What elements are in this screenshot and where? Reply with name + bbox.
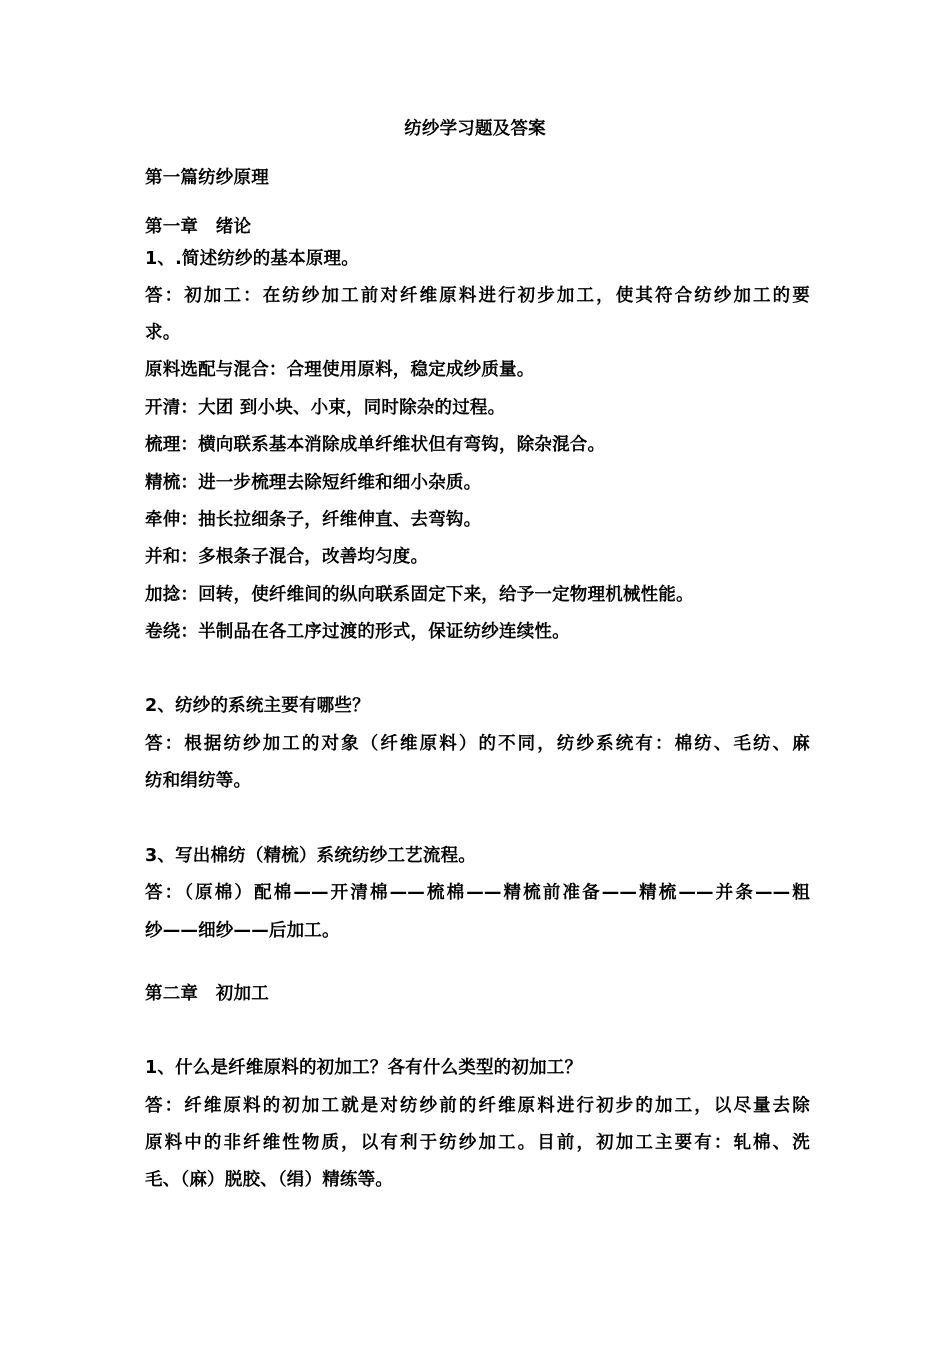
ch1-q1-answer-item: 并和：多根条子混合，改善均匀度。 — [145, 547, 429, 567]
ch2-q1-answer-line: 毛、（麻）脱胶、（绢）精练等。 — [145, 1170, 393, 1190]
ch2-q1-question: 1、什么是纤维原料的初加工？各有什么类型的初加工？ — [145, 1058, 583, 1078]
ch1-q1-answer-item: 卷绕：半制品在各工序过渡的形式，保证纺纱连续性。 — [145, 622, 570, 642]
ch1-q1-answer-item: 精梳：进一步梳理去除短纤维和细小杂质。 — [145, 473, 482, 493]
ch1-q3-question: 3、写出棉纺（精梳）系统纺纱工艺流程。 — [145, 846, 476, 866]
ch2-q1-answer-line: 答：纤维原料的初加工就是对纺纱前的纤维原料进行初步的加工，以尽量去除 — [145, 1096, 810, 1116]
ch1-q3-answer-line: 纱——细纱——后加工。 — [145, 921, 340, 941]
ch1-q1-answer-line: 答：初加工：在纺纱加工前对纤维原料进行初步加工，使其符合纺纱加工的要 — [145, 286, 810, 306]
ch1-q1-answer-item: 梳理：横向联系基本消除成单纤维状但有弯钩，除杂混合。 — [145, 435, 606, 455]
ch1-q1-question: 1、.简述纺纱的基本原理。 — [145, 249, 359, 269]
part-heading: 第一篇纺纱原理 — [145, 168, 269, 188]
ch1-q1-answer-item: 加捻：回转，使纤维间的纵向联系固定下来，给予一定物理机械性能。 — [145, 585, 694, 605]
ch2-q1-answer-line: 原料中的非纤维性物质，以有利于纺纱加工。目前，初加工主要有：轧棉、洗 — [145, 1133, 810, 1153]
chapter-2-heading: 第二章 初加工 — [145, 984, 269, 1004]
ch1-q1-answer-item: 原料选配与混合：合理使用原料，稳定成纱质量。 — [145, 360, 535, 380]
ch1-q1-answer-item: 开清：大团 到小块、小束，同时除杂的过程。 — [145, 398, 506, 418]
ch1-q3-answer-line: 答：（原棉）配棉——开清棉——梳棉——精梳前准备——精梳——并条——粗 — [145, 883, 810, 903]
document-title: 纺纱学习题及答案 — [404, 119, 546, 139]
ch1-q2-question: 2、纺纱的系统主要有哪些？ — [145, 696, 370, 716]
ch1-q2-answer-line: 答：根据纺纱加工的对象（纤维原料）的不同，纺纱系统有：棉纺、毛纺、麻 — [145, 734, 810, 754]
chapter-1-heading: 第一章 绪论 — [145, 217, 252, 237]
ch1-q1-answer-line: 求。 — [145, 323, 181, 343]
ch1-q2-answer-line: 纺和绢纺等。 — [145, 771, 252, 791]
ch1-q1-answer-item: 牵伸：抽长拉细条子，纤维伸直、去弯钩。 — [145, 510, 482, 530]
